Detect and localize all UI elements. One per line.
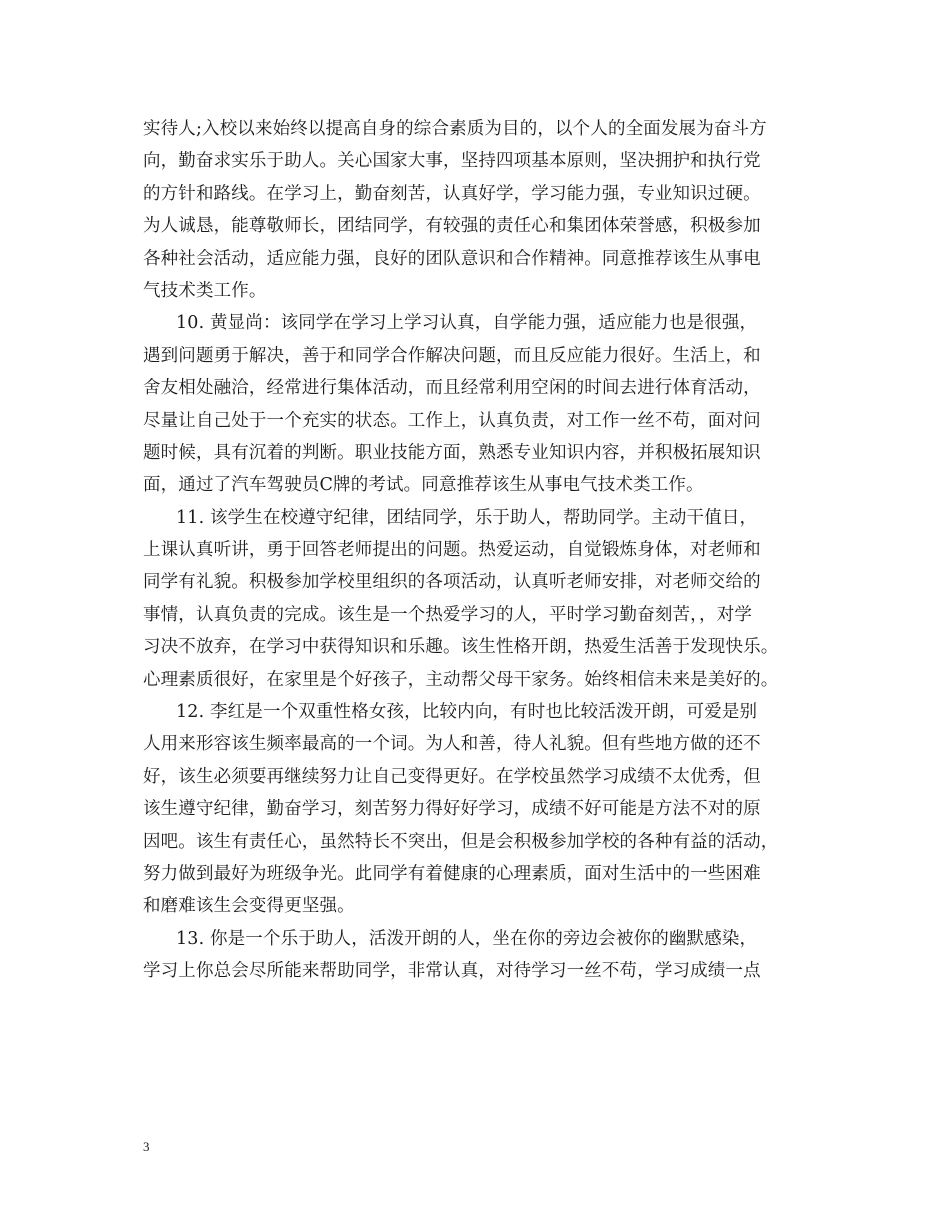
text-line: 题时候，具有沉着的判断。职业技能方面，熟悉专业知识内容，并积极拓展知识 — [143, 442, 761, 463]
text-line: 人用来形容该生频率最高的一个词。为人和善，待人礼貌。但有些地方做的还不 — [143, 734, 761, 755]
text-line: 好，该生必须要再继续努力让自己变得更好。在学校虽然学习成绩不太优秀，但 — [143, 766, 761, 787]
text-line: 为人诚恳，能尊敬师长，团结同学，有较强的责任心和集团体荣誉感，积极参加 — [143, 216, 761, 237]
text-line: 面，通过了汽车驾驶员C牌的考试。同意推荐该生从事电气技术类工作。 — [143, 475, 704, 496]
text-line: 各种社会活动，适应能力强，良好的团队意识和合作精神。同意推荐该生从事电 — [143, 248, 761, 269]
paragraph — [143, 923, 808, 988]
text-line: 气技术类工作。 — [143, 280, 267, 301]
text-line: 的方针和路线。在学习上，勤奋刻苦，认真好学，学习能力强，专业知识过硬。 — [143, 183, 761, 204]
paragraph — [143, 502, 808, 696]
text-line: 同学有礼貌。积极参加学校里组织的各项活动，认真听老师安排，对老师交给的 — [143, 572, 761, 593]
text-line: 上课认真听讲，勇于回答老师提出的问题。热爱运动，自觉锻炼身体，对老师和 — [143, 540, 761, 561]
text-line: 和磨难该生会变得更坚强。 — [143, 896, 355, 917]
text-line: 遇到问题勇于解决，善于和同学合作解决问题，而且反应能力很好。生活上，和 — [143, 345, 761, 366]
text-line: 尽量让自己处于一个充实的状态。工作上，认真负责，对工作一丝不苟，面对问 — [143, 410, 761, 431]
text-line: 因吧。该生有责任心，虽然特长不突出，但是会积极参加学校的各种有益的活动， — [143, 831, 779, 852]
text-line: 舍友相处融洽，经常进行集体活动，而且经常利用空闲的时间去进行体育活动， — [143, 378, 761, 399]
text-line: 10. 黄显尚：该同学在学习上学习认真，自学能力强，适应能力也是很强， — [176, 313, 758, 334]
text-line: 事情，认真负责的完成。该生是一个热爱学习的人，平时学习勤奋刻苦，，对学 — [143, 604, 752, 625]
document-body — [143, 113, 808, 988]
text-line: 学习上你总会尽所能来帮助同学，非常认真，对待学习一丝不苟，学习成绩一点 — [143, 961, 761, 982]
paragraph — [143, 307, 808, 501]
paragraph — [143, 696, 808, 923]
page-number: 3 — [143, 1139, 150, 1154]
text-line: 心理素质很好，在家里是个好孩子，主动帮父母干家务。始终相信未来是美好的。 — [143, 669, 779, 690]
text-line: 12. 李红是一个双重性格女孩，比较内向，有时也比较活泼开朗，可爱是别 — [176, 702, 758, 723]
text-line: 习决不放弃，在学习中获得知识和乐趣。该生性格开朗，热爱生活善于发现快乐。 — [143, 637, 779, 658]
text-line: 向，勤奋求实乐于助人。关心国家大事，坚持四项基本原则，坚决拥护和执行党 — [143, 151, 761, 172]
text-line: 努力做到最好为班级争光。此同学有着健康的心理素质，面对生活中的一些困难 — [143, 863, 761, 884]
text-line: 实待人;入校以来始终以提高自身的综合素质为目的，以个人的全面发展为奋斗方 — [143, 119, 767, 139]
text-line: 11. 该学生在校遵守纪律，团结同学，乐于助人，帮助同学。主动干值日， — [176, 507, 758, 528]
text-line: 该生遵守纪律，勤奋学习，刻苦努力得好好学习，成绩不好可能是方法不对的原 — [143, 799, 761, 820]
text-line: 13. 你是一个乐于助人，活泼开朗的人，坐在你的旁边会被你的幽默感染， — [176, 928, 758, 949]
paragraph — [143, 113, 808, 307]
